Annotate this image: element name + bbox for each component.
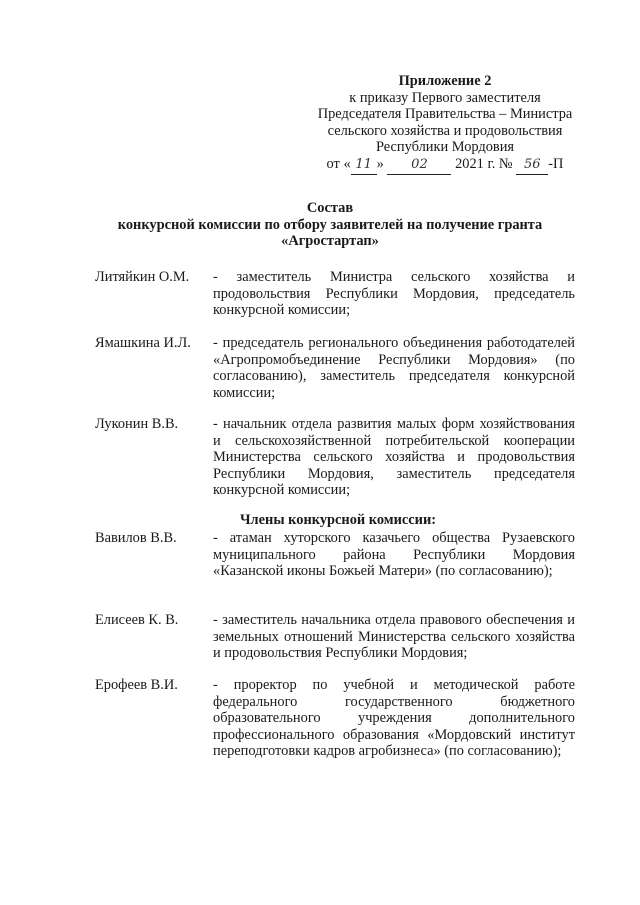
appendix-line: Председателя Правительства – Министра <box>317 106 573 123</box>
member-name: Елисеев К. В. <box>95 612 179 628</box>
date-separator: » <box>376 155 384 172</box>
appendix-title: Приложение 2 <box>398 73 492 89</box>
member-name: Вавилов В.В. <box>95 530 177 546</box>
order-month: 02 <box>387 157 451 175</box>
document-heading <box>95 200 565 250</box>
order-dateline <box>300 156 590 175</box>
heading-subtitle: конкурсной комиссии по отбору заявителей на получение гранта <box>117 216 543 233</box>
member-position: - заместитель Министра сельского хозяйства и продовольствия Республики Мордовия, председатель конкурсной комиссии; <box>213 269 575 319</box>
order-day: 11 <box>351 157 377 175</box>
date-prefix: от « <box>326 155 351 172</box>
member-name: Ямашкина И.Л. <box>95 335 191 351</box>
appendix-block <box>300 73 590 175</box>
member-position: - проректор по учебной и методической работе федерального государственного бюджетного образовательного учреждения дополнительного профессионального образования «Мордовский институт переподготовки кадров агробизнеса» (по согласованию); <box>213 677 575 760</box>
order-number: 56 <box>516 157 548 175</box>
heading-grant-name: «Агростартап» <box>281 233 379 250</box>
member-name: Луконин В.В. <box>95 416 179 432</box>
member-position: - начальник отдела развития малых форм хозяйствования и сельскохозяйственной потребительской кооперации Министерства сельского хозяйства и продовольствия Республики Мордовия, заместитель председателя конкурсной комиссии; <box>213 416 575 499</box>
member-name: Ерофеев В.И. <box>95 677 178 693</box>
order-number-suffix: -П <box>548 155 564 172</box>
appendix-line: сельского хозяйства и продовольствия <box>327 122 563 139</box>
appendix-line: Республики Мордовия <box>375 139 515 156</box>
appendix-line: к приказу Первого заместителя <box>349 89 541 106</box>
member-position: - заместитель начальника отдела правового обеспечения и земельных отношений Министерства сельского хозяйства и продовольствия Республики Мордовия; <box>213 612 575 662</box>
order-year: 2021 г. № <box>455 155 513 172</box>
members-heading: Члены конкурсной комиссии: <box>240 512 437 528</box>
heading-title: Состав <box>306 200 354 216</box>
member-position: - атаман хуторского казачьего общества Рузаевского муниципального района Республики Мордовия «Казанской иконы Божьей Матери» (по согласованию); <box>213 530 575 580</box>
member-position: - председатель регионального объединения работодателей «Агропромобъединение Республики Мордовия» (по согласованию), заместитель председателя конкурсной комиссии; <box>213 335 575 401</box>
member-name: Литяйкин О.М. <box>95 269 190 285</box>
